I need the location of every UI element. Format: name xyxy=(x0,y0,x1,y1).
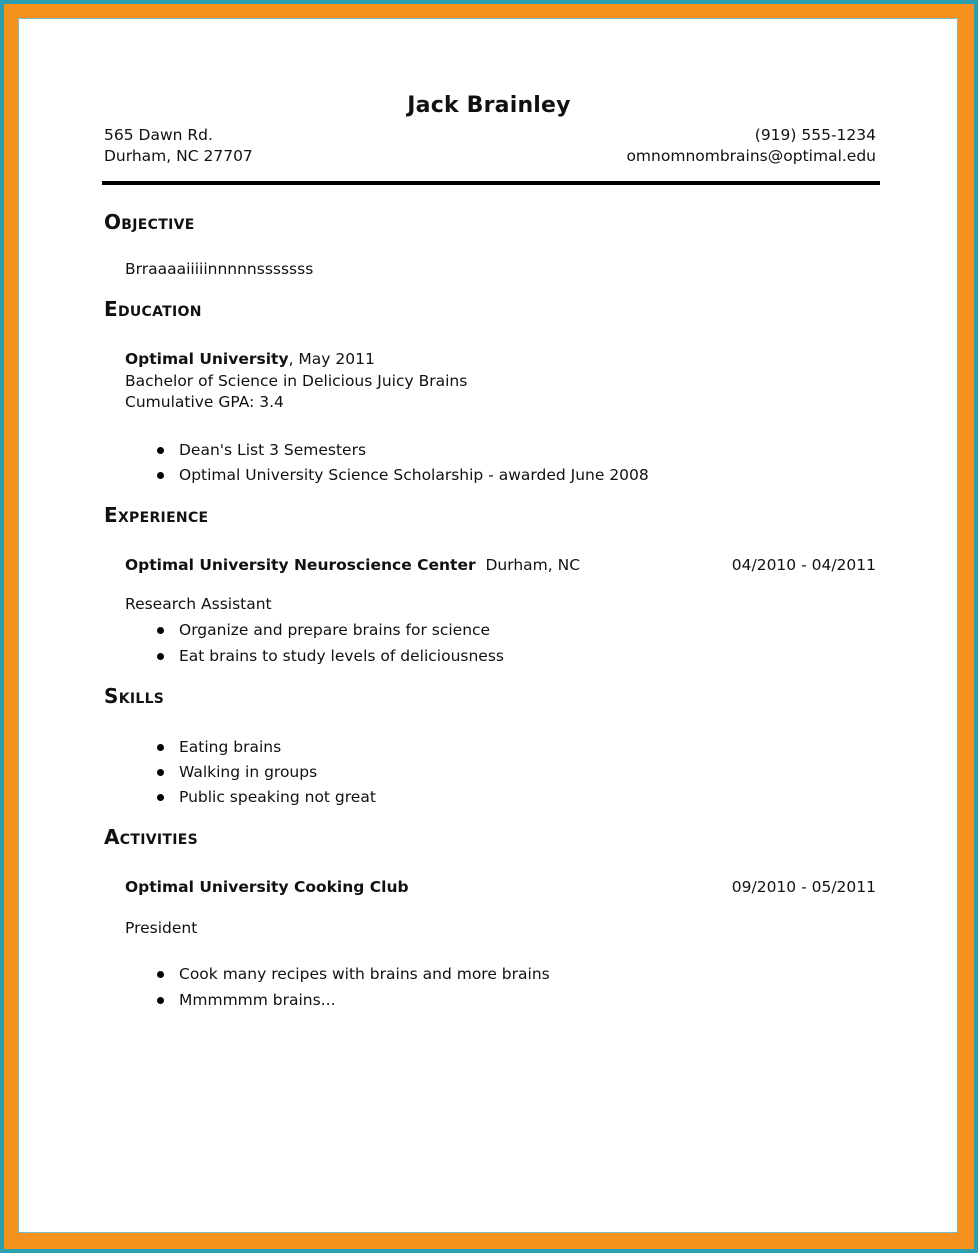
experience-employer-line xyxy=(125,555,580,576)
gpa: Cumulative GPA: 3.4 xyxy=(125,393,284,411)
bullet-icon xyxy=(157,472,164,479)
activity-dates: 09/2010 - 05/2011 xyxy=(731,878,876,896)
bullet-icon xyxy=(157,769,164,776)
address-line-1: 565 Dawn Rd. xyxy=(104,126,213,144)
experience-heading: Experience xyxy=(104,503,209,527)
activities-heading: Activities xyxy=(104,825,198,849)
graduation-date: , May 2011 xyxy=(288,350,375,368)
bullet-icon xyxy=(157,971,164,978)
bullet-icon xyxy=(157,744,164,751)
email-address: omnomnombrains@optimal.edu xyxy=(626,147,876,165)
resume-page: Jack Brainley 565 Dawn Rd. Durham, NC 27707 (919) 555-1234 omnomnombrains@optimal.edu Objective Brraaaaiiiiinnnnnsssssss Education Optimal University, May 2011 Bachelor of Science in Delicious Juicy Brains Cumulative GPA: 3.4 Dean's List 3 Semesters Optimal University Science Scholarship - awarded June 2008 Experience Optimal University Neuroscience Center Durham, NC 04/2010 - 04/2011 Research Assistant Organize and prepare brains for science Eat brains to study levels of deliciousness Skills Eating brains Walking in groups Public speaking not great Activities Optimal University Cooking Club 09/2010 - 05/2011 President Cook many recipes with brains and more brains Mmmmmm brains... xyxy=(18,18,958,1233)
bullet-icon xyxy=(157,447,164,454)
bullet-icon xyxy=(157,997,164,1004)
contact-block xyxy=(626,125,876,167)
experience-role: Research Assistant xyxy=(125,595,272,613)
experience-dates: 04/2010 - 04/2011 xyxy=(731,556,876,574)
bullet-icon xyxy=(157,653,164,660)
school-name: Optimal University xyxy=(125,350,289,368)
bullet-icon xyxy=(157,627,164,634)
degree: Bachelor of Science in Delicious Juicy Brains xyxy=(125,372,468,390)
education-school-line xyxy=(125,349,375,370)
phone-number: (919) 555-1234 xyxy=(754,126,876,144)
header-divider xyxy=(102,181,880,185)
objective-heading: Objective xyxy=(104,210,195,234)
address-block xyxy=(104,125,253,167)
activity-org: Optimal University Cooking Club xyxy=(125,878,409,896)
bullet-icon xyxy=(157,794,164,801)
objective-text: Brraaaaiiiiinnnnnsssssss xyxy=(125,260,314,278)
activity-role: President xyxy=(125,919,198,937)
education-heading: Education xyxy=(104,297,202,321)
resume-name: Jack Brainley xyxy=(407,93,571,118)
address-line-2: Durham, NC 27707 xyxy=(104,147,253,165)
skills-heading: Skills xyxy=(104,684,165,708)
employer-location: Durham, NC xyxy=(485,556,581,574)
employer-name: Optimal University Neuroscience Center xyxy=(125,556,476,574)
